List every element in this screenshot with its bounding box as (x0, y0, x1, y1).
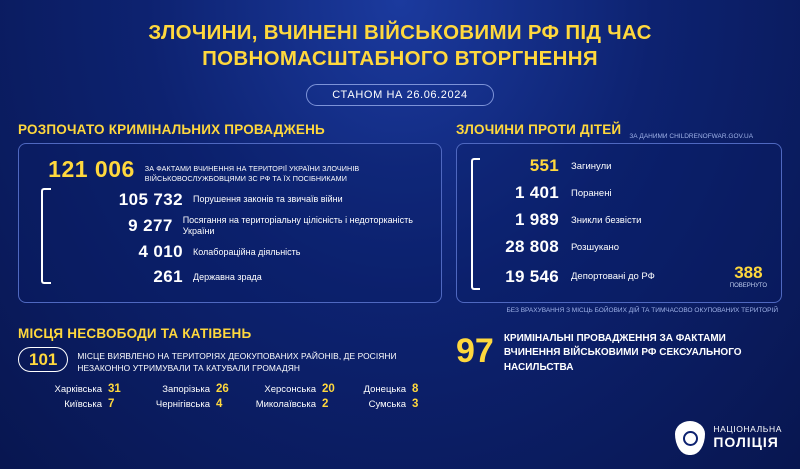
region-item (18, 383, 130, 395)
list-item (33, 215, 429, 238)
region-name: Донецька (363, 384, 406, 396)
region-name: Чернігівська (155, 399, 210, 411)
region-value: 4 (216, 398, 223, 411)
sexual-violence-value: 97 (456, 331, 494, 370)
criminal-proceedings-section (18, 122, 442, 315)
criminal-item-label: Державна зрада (193, 271, 262, 282)
main-columns (0, 106, 800, 315)
title-line-2: ПОВНОМАСШТАБНОГО ВТОРГНЕННЯ (202, 47, 598, 71)
criminal-item-value: 105 732 (118, 189, 183, 209)
region-name: Запорізька (162, 384, 210, 396)
children-row-label: Розшукано (571, 241, 620, 253)
detention-badge-row (18, 347, 442, 374)
children-row-value: 1 989 (514, 210, 559, 230)
children-row-value: 28 808 (505, 237, 559, 257)
children-crimes-panel (456, 143, 782, 303)
region-name: Харківська (54, 384, 102, 396)
criminal-item-value: 261 (153, 267, 183, 287)
criminal-proceedings-panel (18, 143, 442, 303)
region-item (238, 383, 344, 395)
children-returned-value: 388 (734, 263, 763, 283)
sexual-violence-text: КРИМІНАЛЬНІ ПРОВАДЖЕННЯ ЗА ФАКТАМИ ВЧИНЕННЯ ВІЙСЬКОВИМИ РФ СЕКСУАЛЬНОГО НАСИЛЬСТВА (503, 332, 742, 373)
detention-count-badge: 101 (18, 347, 68, 373)
children-row-label: Зникли безвісти (571, 214, 642, 226)
list-item (471, 210, 771, 230)
sexual-violence-section (456, 326, 782, 410)
children-row-label: Поранені (571, 187, 612, 199)
region-value: 31 (108, 383, 121, 396)
bottom-row (0, 316, 800, 410)
police-logo-line-1: НАЦІОНАЛЬНА (713, 424, 782, 435)
region-item (130, 383, 238, 395)
police-logo (675, 421, 782, 455)
children-row-label: Депортовані до РФ (571, 271, 655, 283)
region-name: Київська (64, 399, 102, 411)
criminal-item-value: 9 277 (128, 216, 173, 236)
region-value: 7 (108, 398, 115, 411)
region-name: Херсонська (264, 384, 316, 396)
children-row-value: 551 (529, 156, 559, 176)
list-item (471, 237, 771, 257)
detention-regions-grid (18, 383, 442, 410)
children-footnote: БЕЗ ВРАХУВАННЯ З МІСЦЬ БОЙОВИХ ДІЙ ТА ТИМЧАСОВО ОКУПОВАНИХ ТЕРИТОРІЙ (506, 307, 778, 315)
children-crimes-heading-row (456, 122, 782, 143)
children-row-label: Загинули (571, 160, 612, 172)
criminal-proceedings-main-row (33, 156, 429, 183)
region-item (130, 398, 238, 410)
police-shield-icon (675, 421, 705, 455)
criminal-item-label: Посягання на територіальну цілісність і недоторканість України (182, 214, 413, 237)
criminal-proceedings-heading: РОЗПОЧАТО КРИМІНАЛЬНИХ ПРОВАДЖЕНЬ (18, 122, 325, 138)
brace-decoration (41, 188, 51, 284)
list-item (471, 156, 771, 176)
region-value: 2 (322, 398, 329, 411)
region-item (344, 383, 434, 395)
list-item (471, 183, 771, 203)
children-returned-block (730, 264, 771, 289)
title-line-1: ЗЛОЧИНИ, ВЧИНЕНІ ВІЙСЬКОВИМИ РФ ПІД ЧАС (148, 21, 652, 44)
detention-section (18, 326, 442, 410)
region-value: 26 (216, 383, 229, 396)
criminal-item-value: 4 010 (138, 242, 183, 262)
criminal-proceedings-main-value: 121 006 (48, 156, 135, 183)
region-name: Миколаївська (255, 399, 316, 411)
criminal-item-label: Колабораційна діяльність (193, 246, 301, 257)
region-value: 20 (322, 383, 335, 396)
sexual-violence-block (456, 332, 782, 376)
list-item (33, 242, 429, 262)
criminal-item-label: Порушення законів та звичаїв війни (193, 194, 343, 205)
page-title (0, 0, 800, 72)
region-value: 8 (412, 383, 419, 396)
children-crimes-source-note: ЗА ДАНИМИ CHILDRENOFWAR.GOV.UA (629, 133, 754, 141)
police-logo-line-2: ПОЛІЦІЯ (713, 433, 779, 450)
date-badge: СТАНОМ НА 26.06.2024 (306, 84, 494, 106)
detention-heading: МІСЦЯ НЕСВОБОДИ ТА КАТІВЕНЬ (18, 325, 252, 341)
police-logo-text (713, 425, 782, 450)
region-value: 3 (412, 398, 419, 411)
detention-description: МІСЦЕ ВИЯВЛЕНО НА ТЕРИТОРІЯХ ДЕОКУПОВАНИХ РАЙОНІВ, ДЕ РОСІЯНИ НЕЗАКОННО УТРИМУВАЛИ ТА КАТУВАЛИ ГРОМАДЯН (77, 350, 397, 374)
children-row-value: 19 546 (505, 266, 559, 286)
region-item (344, 398, 434, 410)
list-item (33, 190, 429, 210)
children-returned-label: ПОВЕРНУТО (729, 283, 767, 290)
criminal-proceedings-main-label: ЗА ФАКТАМИ ВЧИНЕННЯ НА ТЕРИТОРІЇ УКРАЇНИ ЗЛОЧИНІВ ВІЙСЬКОВОСЛУЖБОВЦЯМИ ЗС РФ ТА ЇХ ПОСІБНИКАМИ (144, 164, 360, 184)
region-name: Сумська (368, 399, 406, 411)
children-crimes-heading: ЗЛОЧИНИ ПРОТИ ДІТЕЙ (456, 122, 622, 138)
region-item (238, 398, 344, 410)
brace-decoration (471, 158, 480, 290)
children-crimes-section (456, 122, 782, 315)
list-item (471, 264, 771, 289)
list-item (33, 267, 429, 287)
region-item (18, 398, 130, 410)
children-row-value: 1 401 (514, 183, 559, 203)
